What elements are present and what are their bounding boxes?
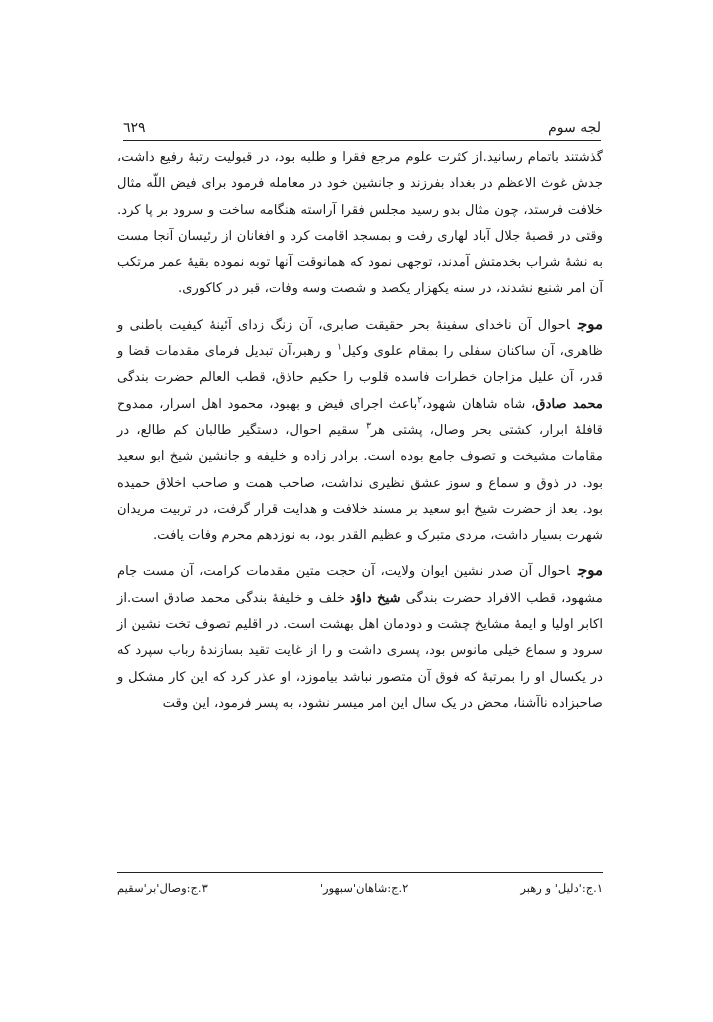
page-number: ٦٢٩ [123, 120, 146, 136]
footnote: ٣.ج:وصال'بر'سقیم [117, 881, 208, 895]
paragraph-lead-word: موج [577, 314, 603, 333]
footnote: ٢.ج:شاهان'سبهور' [319, 881, 409, 895]
text-run: سقیم احوال، دستگیر طالبان کم طالع، در مقامات مشیخت و تصوف جامع بوده است. برادر زاده و خلیفه و جانشین شیخ ابو سعید بود. در ذوق و سماع و سوز عشق نظیری نداشت، صاحب همت و صاحب اخلاق حمیده بود. بعد از حضرت شیخ ابو سعید بر مسند خلافت و هدایت قرار گرفت، در تربیت مریدان شهرت بسیار داشت، مردی متبرک و عظیم القدر بود، به نوزدهم محرم وفات یافت. [117, 422, 603, 544]
bold-name: محمد صادق [535, 396, 603, 412]
text-run: ، شاه شاهان شهود، [422, 396, 536, 412]
footnote-marker: ٢ [417, 395, 423, 406]
paragraph-lead-word: موج [577, 561, 603, 580]
footnote: ١.ج:'دلیل' و رهبر [520, 881, 603, 895]
paragraph [117, 145, 603, 303]
text-run: و رهبر،آن تبدیل فرمای مقدمات قضا و قدر، آن علیل مزاجان خطرات فاسده قلوب را حکیم حاذق، قطب العالم حضرت بندگی [117, 344, 603, 386]
paragraph [117, 311, 603, 550]
paragraph [117, 557, 603, 717]
text-run: احوال آن صدر نشین ایوان ولایت، آن حجت متین مقدمات کرامت، آن مست جام مشهود، قطب الافراد حضرت بندگی [117, 564, 603, 606]
running-header [123, 110, 601, 141]
footnotes [117, 872, 603, 895]
body-text [117, 145, 603, 717]
footnote-marker: ١ [337, 342, 342, 353]
section-title: لجه سوم [548, 120, 601, 136]
text-run: احوال آن ناخدای سفینهٔ بحر حقیقت صابری، آن زنگ زدای آئینهٔ کیفیت باطنی و ظاهری، آن ساکنان سفلی را بمقام علوی وکیل [117, 317, 603, 360]
bold-name: شیخ داؤد [349, 590, 401, 606]
text-run: باعث اجرای فیض و بهبود، محمود اهل اسرار، ممدوح قافلهٔ ابرار، کشتی بحر وصال، پشتی هر [117, 396, 603, 438]
text-run: گذشتند باتمام رسانید.از کثرت علوم مرجع فقرا و طلبه بود، در قبولیت رتبهٔ رفیع داشت، جدش غوث الاعظم در بغداد بفرزند و جانشین خود در معامله فرمود برای فیض اللّه مثال خلافت فرستد، چون مثال بدو رسید مجلس فقرا آراسته هنگامه ساخت و سرود بر پا کرد. وقتی در قصبهٔ جلال آباد لهاری رفت و بمسجد اقامت کرد و افغانان از رئیسان آنجا مست به نشهٔ شراب بخدمتش آمدند، توجهی نمود که همانوقت آنها توبه نموده بقیهٔ عمر مرتکب آن امر شنیع نشدند، در سنه یکهزار یکصد و شصت وسه وفات، قبر در کاکوری. [117, 150, 603, 297]
footnote-marker: ٣ [366, 421, 371, 432]
text-run: خلف و خلیفهٔ بندگی محمد صادق است.از اکابر اولیا و ایمهٔ مشایخ چشت و دودمان اهل بهشت است. در اقلیم تصوف تخت نشین از سرود و سماع خیلی مانوس بود، پسری داشت و را از غایت تقید بسازندهٔ رباب سپرد که در یکسال او را بمرتبهٔ که فوق آن متصور نباشد بیاموزد، او عذر کرد که این کار مشکل و صاحبزاده ناآشنا، محض در یک سال این امر میسر نشود، به پسر فرمود، این وقت [117, 590, 603, 711]
